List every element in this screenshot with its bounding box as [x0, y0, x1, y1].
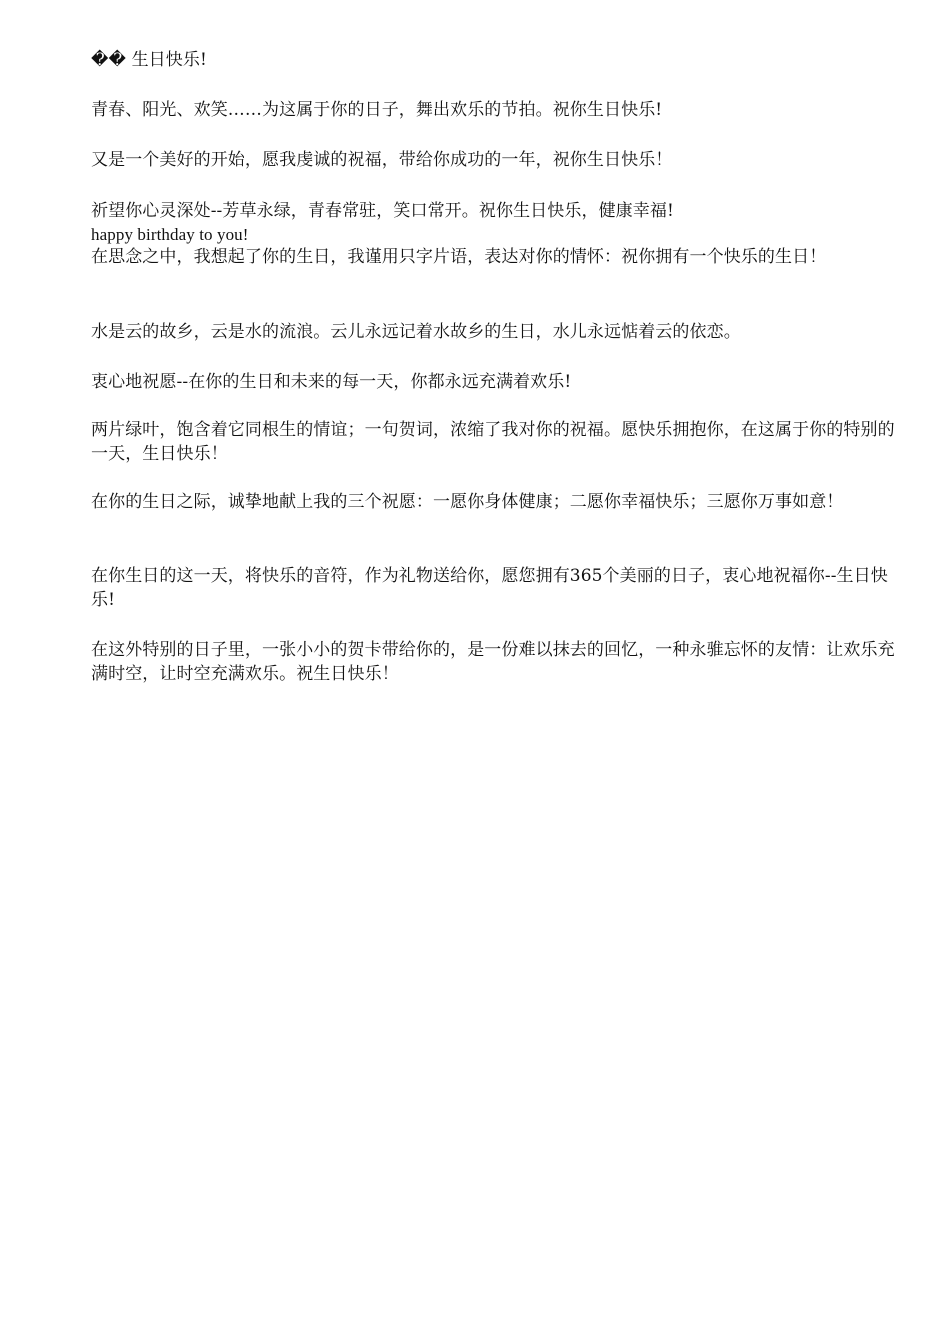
paragraph: 在思念之中，我想起了你的生日，我谨用只字片语，表达对你的情怀：祝你拥有一个快乐的生日！ [91, 247, 827, 267]
paragraph: 祈望你心灵深处--芳草永绿，青春常驻，笑口常开。祝你生日快乐，健康幸福! [91, 201, 674, 221]
paragraph: 在这外特别的日子里，一张小小的贺卡带给你的，是一份难以抹去的回忆，一种永骓忘怀的友情：让欢乐充满时空，让时空充满欢乐。祝生日快乐！ [91, 640, 895, 684]
paragraph: 水是云的故乡，云是水的流浪。云儿永远记着水故乡的生日，水儿永远惦着云的依恋。 [91, 322, 741, 342]
paragraph: 在你的生日之际，诚挚地献上我的三个祝愿：一愿你身体健康；二愿你幸福快乐；三愿你万事如意！ [91, 492, 844, 512]
paragraph-english: happy birthday to you! [91, 225, 249, 244]
paragraph: 衷心地祝愿--在你的生日和未来的每一天，你都永远充满着欢乐! [91, 372, 572, 392]
paragraph: 又是一个美好的开始，愿我虔诚的祝福，带给你成功的一年，祝你生日快乐！ [91, 150, 673, 170]
paragraph: 青春、阳光、欢笑……为这属于你的日子，舞出欢乐的节拍。祝你生日快乐! [91, 100, 663, 120]
doc-title: �� 生日快乐! [91, 50, 207, 70]
paragraph: 两片绿叶，饱含着它同根生的情谊；一句贺词，浓缩了我对你的祝福。愿快乐拥抱你，在这属于你的特别的一天，生日快乐！ [91, 420, 895, 464]
paragraph: 在你生日的这一天，将快乐的音符，作为礼物送给你，愿您拥有365个美丽的日子，衷心地祝福你--生日快乐! [91, 566, 888, 610]
